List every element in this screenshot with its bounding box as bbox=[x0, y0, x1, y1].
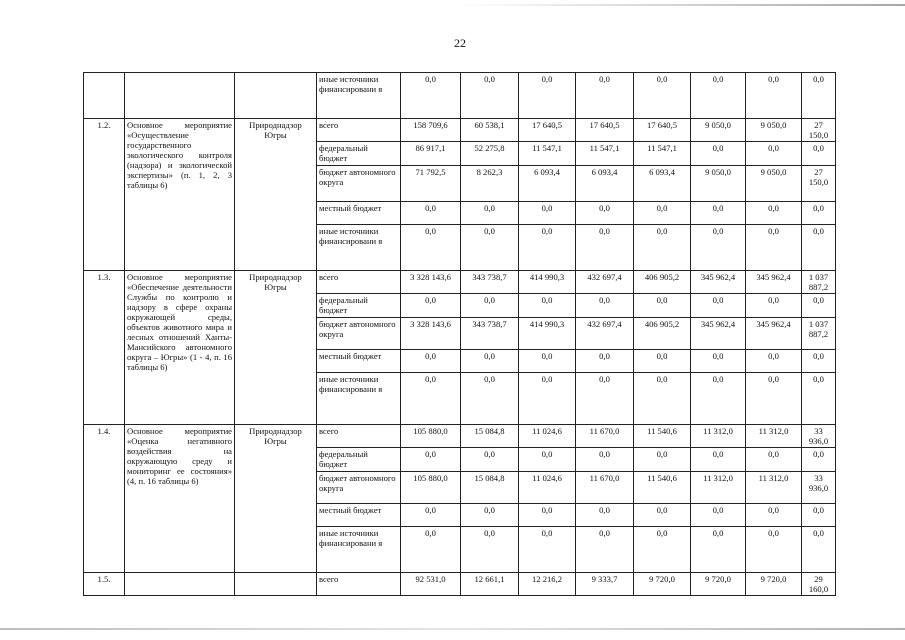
amount-cell: 11 312,0 bbox=[691, 472, 746, 504]
amount-cell: 345 962,4 bbox=[746, 271, 802, 294]
funding-source: иные источники финансировани я bbox=[317, 73, 401, 119]
amount-cell: 52 275,8 bbox=[461, 142, 519, 166]
amount-cell: 0,0 bbox=[691, 527, 746, 573]
amount-cell: 11 312,0 bbox=[691, 425, 746, 448]
amount-cell: 0,0 bbox=[401, 294, 461, 318]
amount-cell: 6 093,4 bbox=[576, 166, 634, 202]
amount-cell: 71 792,5 bbox=[401, 166, 461, 202]
amount-cell: 9 050,0 bbox=[691, 119, 746, 142]
amount-cell: 0,0 bbox=[802, 373, 836, 425]
amount-cell: 33 936,0 bbox=[802, 425, 836, 448]
amount-cell: 29 160,0 bbox=[802, 573, 836, 596]
amount-cell: 0,0 bbox=[576, 350, 634, 373]
amount-cell: 33 936,0 bbox=[802, 472, 836, 504]
amount-cell: 414 990,3 bbox=[519, 271, 576, 294]
amount-cell: 0,0 bbox=[401, 350, 461, 373]
funding-source: всего bbox=[317, 573, 401, 596]
amount-cell: 0,0 bbox=[634, 73, 691, 119]
funding-source: местный бюджет bbox=[317, 350, 401, 373]
amount-cell: 0,0 bbox=[691, 142, 746, 166]
amount-cell: 0,0 bbox=[691, 73, 746, 119]
table-row bbox=[84, 119, 836, 142]
amount-cell: 0,0 bbox=[401, 202, 461, 225]
amount-cell: 9 050,0 bbox=[746, 119, 802, 142]
amount-cell: 15 084,8 bbox=[461, 472, 519, 504]
amount-cell: 12 216,2 bbox=[519, 573, 576, 596]
amount-cell: 0,0 bbox=[746, 350, 802, 373]
row-number: 1.3. bbox=[84, 271, 125, 425]
amount-cell: 9 720,0 bbox=[746, 573, 802, 596]
amount-cell: 105 880,0 bbox=[401, 425, 461, 448]
amount-cell: 0,0 bbox=[461, 527, 519, 573]
amount-cell: 0,0 bbox=[634, 202, 691, 225]
amount-cell: 0,0 bbox=[519, 373, 576, 425]
amount-cell: 15 084,8 bbox=[461, 425, 519, 448]
amount-cell: 27 150,0 bbox=[802, 119, 836, 142]
funding-source: всего bbox=[317, 271, 401, 294]
amount-cell: 432 697,4 bbox=[576, 271, 634, 294]
amount-cell: 0,0 bbox=[576, 294, 634, 318]
amount-cell: 17 640,5 bbox=[634, 119, 691, 142]
amount-cell: 0,0 bbox=[461, 294, 519, 318]
funding-source: всего bbox=[317, 425, 401, 448]
amount-cell: 414 990,3 bbox=[519, 318, 576, 350]
amount-cell: 17 640,5 bbox=[576, 119, 634, 142]
amount-cell: 0,0 bbox=[461, 448, 519, 472]
amount-cell: 11 540,6 bbox=[634, 425, 691, 448]
amount-cell: 3 328 143,6 bbox=[401, 318, 461, 350]
amount-cell: 0,0 bbox=[519, 350, 576, 373]
amount-cell: 0,0 bbox=[519, 73, 576, 119]
funding-source: бюджет автономного округа bbox=[317, 166, 401, 202]
amount-cell: 11 312,0 bbox=[746, 472, 802, 504]
amount-cell: 11 670,0 bbox=[576, 472, 634, 504]
amount-cell: 0,0 bbox=[802, 202, 836, 225]
funding-source: иные источники финансировани я bbox=[317, 373, 401, 425]
executor bbox=[235, 573, 317, 596]
amount-cell: 0,0 bbox=[401, 504, 461, 527]
amount-cell: 105 880,0 bbox=[401, 472, 461, 504]
amount-cell: 0,0 bbox=[746, 373, 802, 425]
amount-cell: 9 720,0 bbox=[691, 573, 746, 596]
amount-cell: 343 738,7 bbox=[461, 271, 519, 294]
amount-cell: 0,0 bbox=[634, 373, 691, 425]
amount-cell: 0,0 bbox=[461, 504, 519, 527]
amount-cell: 0,0 bbox=[519, 294, 576, 318]
funding-source: иные источники финансировани я bbox=[317, 527, 401, 573]
amount-cell: 0,0 bbox=[576, 202, 634, 225]
amount-cell: 0,0 bbox=[576, 73, 634, 119]
funding-source: местный бюджет bbox=[317, 504, 401, 527]
amount-cell: 0,0 bbox=[634, 294, 691, 318]
activity-name: Основное мероприятие «Обеспечение деятельности Службы по контролю и надзору в сфере охраны окружающей среды, объектов животного мира и лесных отношений Ханты-Мансийского автономного округа – Югры» (1 - 4, п. 16 таблицы 6) bbox=[125, 271, 235, 425]
activity-name bbox=[125, 573, 235, 596]
amount-cell: 0,0 bbox=[691, 350, 746, 373]
amount-cell: 0,0 bbox=[576, 504, 634, 527]
amount-cell: 0,0 bbox=[576, 225, 634, 271]
table-row bbox=[84, 73, 836, 119]
funding-source: федеральный бюджет bbox=[317, 448, 401, 472]
amount-cell: 0,0 bbox=[519, 504, 576, 527]
amount-cell: 0,0 bbox=[634, 448, 691, 472]
executor: Природнадзор Югры bbox=[235, 119, 317, 271]
amount-cell: 0,0 bbox=[691, 373, 746, 425]
amount-cell: 0,0 bbox=[802, 225, 836, 271]
amount-cell: 0,0 bbox=[802, 73, 836, 119]
funding-source: местный бюджет bbox=[317, 202, 401, 225]
row-number: 1.4. bbox=[84, 425, 125, 573]
amount-cell: 9 050,0 bbox=[746, 166, 802, 202]
amount-cell: 11 547,1 bbox=[634, 142, 691, 166]
activity-name bbox=[125, 73, 235, 119]
amount-cell: 0,0 bbox=[746, 294, 802, 318]
amount-cell: 11 547,1 bbox=[576, 142, 634, 166]
amount-cell: 345 962,4 bbox=[746, 318, 802, 350]
row-number: 1.5. bbox=[84, 573, 125, 596]
amount-cell: 9 720,0 bbox=[634, 573, 691, 596]
amount-cell: 0,0 bbox=[746, 504, 802, 527]
amount-cell: 0,0 bbox=[746, 225, 802, 271]
amount-cell: 1 037 887,2 bbox=[802, 318, 836, 350]
amount-cell: 0,0 bbox=[634, 225, 691, 271]
amount-cell: 158 709,6 bbox=[401, 119, 461, 142]
amount-cell: 0,0 bbox=[691, 448, 746, 472]
amount-cell: 11 024,6 bbox=[519, 472, 576, 504]
amount-cell: 11 312,0 bbox=[746, 425, 802, 448]
scan-edge-bottom bbox=[0, 628, 905, 630]
table-row bbox=[84, 271, 836, 294]
amount-cell: 345 962,4 bbox=[691, 318, 746, 350]
amount-cell: 0,0 bbox=[461, 202, 519, 225]
activity-name: Основное мероприятие «Оценка негативного воздействия на окружающую среду и мониторинг ее состояния» (4, п. 16 таблицы 6) bbox=[125, 425, 235, 573]
executor: Природнадзор Югры bbox=[235, 425, 317, 573]
amount-cell: 3 328 143,6 bbox=[401, 271, 461, 294]
amount-cell: 0,0 bbox=[691, 294, 746, 318]
amount-cell: 0,0 bbox=[519, 527, 576, 573]
amount-cell: 406 905,2 bbox=[634, 271, 691, 294]
funding-source: бюджет автономного округа bbox=[317, 472, 401, 504]
amount-cell: 1 037 887,2 bbox=[802, 271, 836, 294]
amount-cell: 0,0 bbox=[576, 448, 634, 472]
amount-cell: 11 024,6 bbox=[519, 425, 576, 448]
amount-cell: 6 093,4 bbox=[519, 166, 576, 202]
amount-cell: 0,0 bbox=[802, 350, 836, 373]
amount-cell: 0,0 bbox=[576, 373, 634, 425]
amount-cell: 343 738,7 bbox=[461, 318, 519, 350]
amount-cell: 0,0 bbox=[746, 527, 802, 573]
amount-cell: 0,0 bbox=[746, 142, 802, 166]
amount-cell: 0,0 bbox=[461, 73, 519, 119]
amount-cell: 0,0 bbox=[691, 225, 746, 271]
amount-cell: 27 150,0 bbox=[802, 166, 836, 202]
amount-cell: 12 661,1 bbox=[461, 573, 519, 596]
amount-cell: 0,0 bbox=[634, 350, 691, 373]
amount-cell: 0,0 bbox=[401, 373, 461, 425]
amount-cell: 0,0 bbox=[576, 527, 634, 573]
amount-cell: 0,0 bbox=[691, 202, 746, 225]
executor bbox=[235, 73, 317, 119]
amount-cell: 11 670,0 bbox=[576, 425, 634, 448]
funding-source: бюджет автономного округа bbox=[317, 318, 401, 350]
amount-cell: 17 640,5 bbox=[519, 119, 576, 142]
amount-cell: 0,0 bbox=[691, 504, 746, 527]
amount-cell: 0,0 bbox=[746, 73, 802, 119]
amount-cell: 92 531,0 bbox=[401, 573, 461, 596]
amount-cell: 0,0 bbox=[802, 527, 836, 573]
amount-cell: 0,0 bbox=[634, 527, 691, 573]
amount-cell: 0,0 bbox=[802, 448, 836, 472]
amount-cell: 432 697,4 bbox=[576, 318, 634, 350]
amount-cell: 0,0 bbox=[746, 448, 802, 472]
amount-cell: 0,0 bbox=[519, 448, 576, 472]
row-number bbox=[84, 73, 125, 119]
amount-cell: 0,0 bbox=[401, 73, 461, 119]
table-row bbox=[84, 573, 836, 596]
amount-cell: 86 917,1 bbox=[401, 142, 461, 166]
amount-cell: 0,0 bbox=[401, 448, 461, 472]
amount-cell: 9 333,7 bbox=[576, 573, 634, 596]
amount-cell: 0,0 bbox=[634, 504, 691, 527]
row-number: 1.2. bbox=[84, 119, 125, 271]
amount-cell: 0,0 bbox=[802, 294, 836, 318]
amount-cell: 0,0 bbox=[461, 225, 519, 271]
amount-cell: 0,0 bbox=[401, 225, 461, 271]
funding-source: всего bbox=[317, 119, 401, 142]
amount-cell: 6 093,4 bbox=[634, 166, 691, 202]
funding-source: федеральный бюджет bbox=[317, 142, 401, 166]
amount-cell: 0,0 bbox=[519, 202, 576, 225]
page-number: 22 bbox=[454, 36, 466, 50]
funding-source: иные источники финансировани я bbox=[317, 225, 401, 271]
amount-cell: 345 962,4 bbox=[691, 271, 746, 294]
amount-cell: 8 262,3 bbox=[461, 166, 519, 202]
amount-cell: 11 540,6 bbox=[634, 472, 691, 504]
amount-cell: 60 538,1 bbox=[461, 119, 519, 142]
amount-cell: 0,0 bbox=[519, 225, 576, 271]
amount-cell: 0,0 bbox=[401, 527, 461, 573]
amount-cell: 0,0 bbox=[461, 373, 519, 425]
amount-cell: 9 050,0 bbox=[691, 166, 746, 202]
scan-edge-top bbox=[455, 4, 905, 6]
amount-cell: 406 905,2 bbox=[634, 318, 691, 350]
amount-cell: 0,0 bbox=[461, 350, 519, 373]
amount-cell: 0,0 bbox=[746, 202, 802, 225]
amount-cell: 0,0 bbox=[802, 142, 836, 166]
funding-source: федеральный бюджет bbox=[317, 294, 401, 318]
table-row bbox=[84, 425, 836, 448]
amount-cell: 0,0 bbox=[802, 504, 836, 527]
amount-cell: 11 547,1 bbox=[519, 142, 576, 166]
financing-table bbox=[83, 72, 836, 596]
executor: Природнадзор Югры bbox=[235, 271, 317, 425]
activity-name: Основное мероприятие «Осуществление государственного экологического контроля (надзора) и экологической экспертизы» (п. 1, 2, 3 таблицы 6) bbox=[125, 119, 235, 271]
